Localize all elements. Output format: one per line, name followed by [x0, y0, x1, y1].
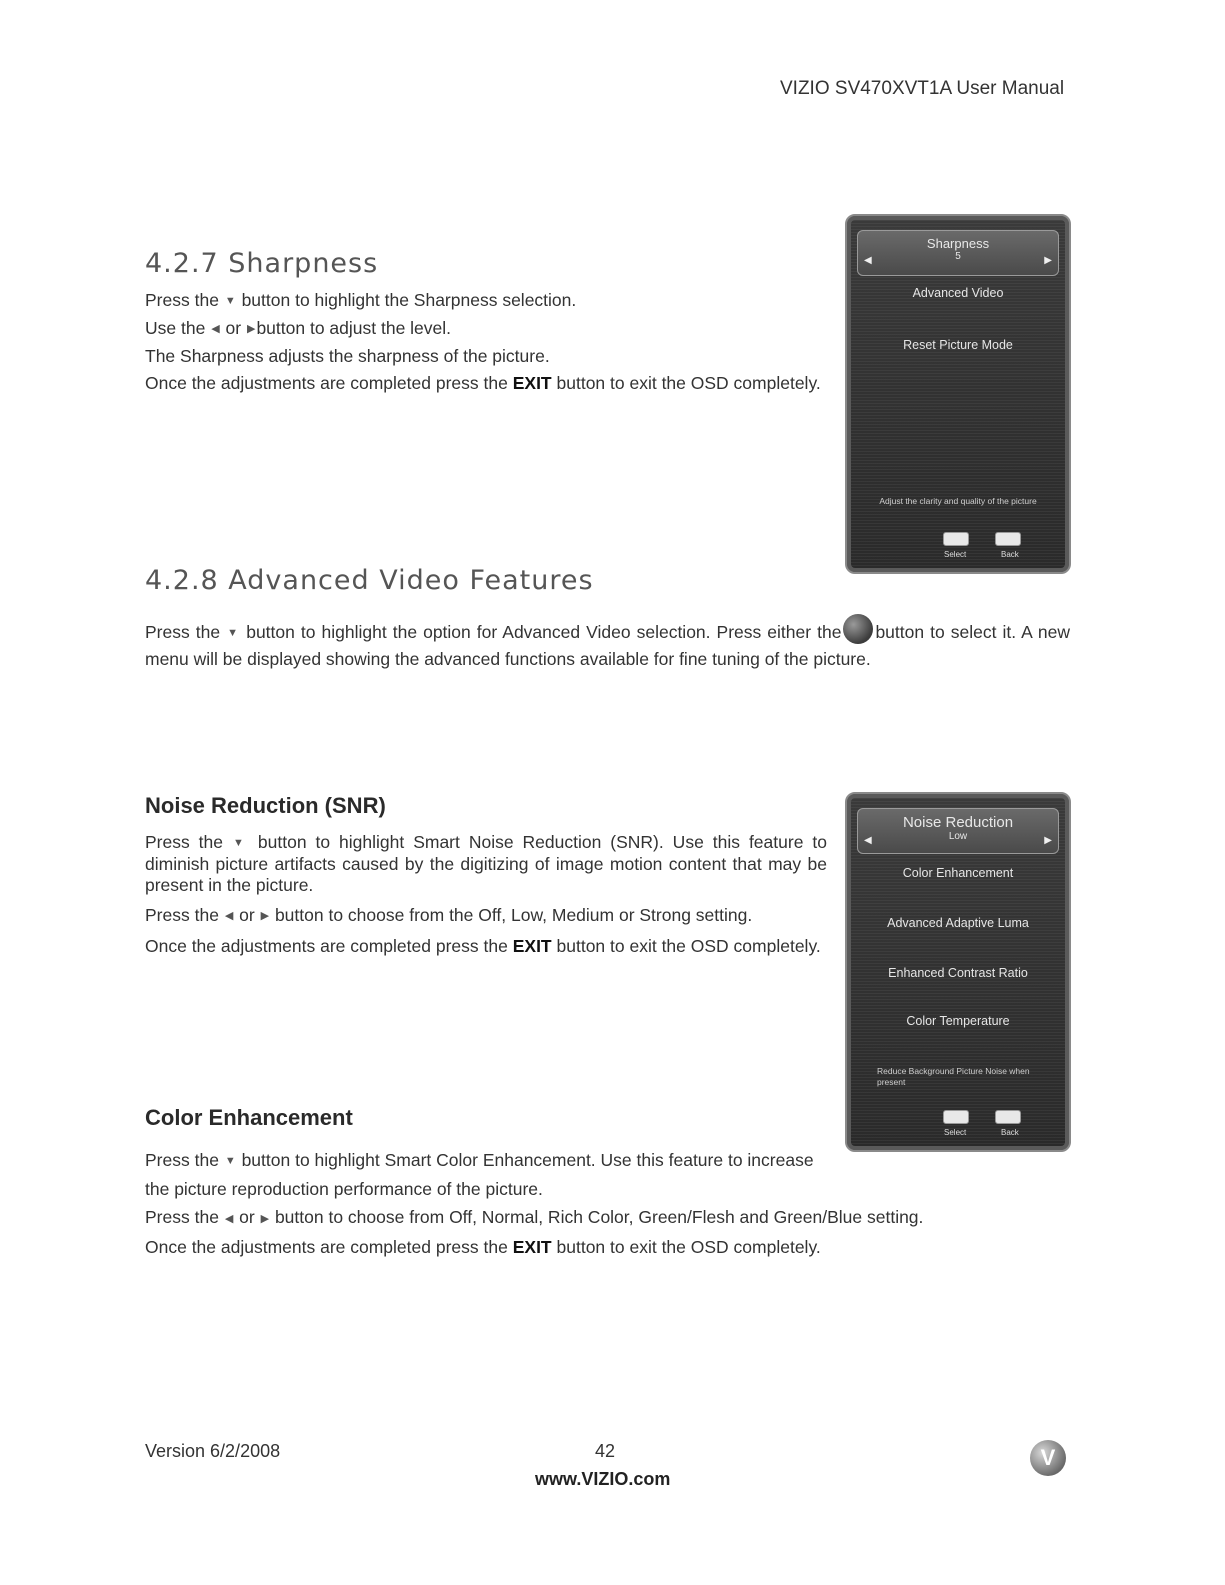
color-heading: Color Enhancement	[145, 1105, 353, 1130]
sharpness-line2-b: button to adjust the level.	[256, 317, 452, 338]
exit-label: EXIT	[512, 372, 552, 393]
sharpness-line3: The Sharpness adjusts the sharpness of the picture.	[145, 345, 550, 366]
color-p1-b: button to highlight Smart Color Enhancement. Use this feature to increase the picture reproduction performance of the picture.	[145, 1150, 814, 1200]
select-buttons-icon	[943, 1110, 969, 1124]
exit-label: EXIT	[512, 1236, 552, 1257]
down-arrow-icon: ▼	[227, 627, 240, 640]
sharpness-line4-a: Once the adjustments are completed press the	[145, 372, 508, 393]
back-button-icon	[995, 1110, 1021, 1124]
color-p1-a: Press the	[145, 1150, 219, 1170]
back-button-icon	[995, 532, 1021, 546]
advanced-heading: 4.2.8 Advanced Video Features	[145, 565, 594, 596]
sharpness-body	[145, 290, 830, 400]
osd-item-advanced-adaptive-luma: Advanced Adaptive Luma	[887, 916, 1029, 930]
osd-sharpness-title: Sharpness	[926, 236, 990, 251]
select-buttons-icon	[943, 532, 969, 546]
right-arrow-icon: ▶	[1044, 835, 1052, 846]
sharpness-line2-or: or	[225, 317, 242, 338]
left-arrow-icon: ◀	[864, 835, 872, 846]
osd-sharpness-selected	[857, 230, 1059, 276]
sharpness-heading: 4.2.7 Sharpness	[145, 248, 379, 279]
noise-p3-b: button to exit the OSD completely.	[556, 935, 821, 956]
osd-noise-selected	[857, 808, 1059, 854]
sharpness-line1-b: button to highlight the Sharpness selection.	[241, 290, 577, 310]
color-p2-b: button to choose from Off, Normal, Rich Color, Green/Flesh and Green/Blue setting.	[274, 1207, 924, 1228]
noise-p3-a: Once the adjustments are completed press the	[145, 935, 508, 956]
osd-item-enhanced-contrast-ratio: Enhanced Contrast Ratio	[888, 966, 1028, 980]
color-p3-a: Once the adjustments are completed press the	[145, 1236, 508, 1257]
exit-label: EXIT	[512, 935, 552, 956]
osd-noise-hint: Reduce Background Picture Noise when present	[877, 1066, 1030, 1087]
osd-sharpness-hint: Adjust the clarity and quality of the picture	[879, 496, 1037, 506]
osd-noise-title: Noise Reduction	[902, 814, 1014, 831]
osd-back-label: Back	[1001, 550, 1019, 559]
left-arrow-icon: ◀	[211, 322, 220, 335]
page-number: 42	[595, 1441, 616, 1461]
left-arrow-icon: ◀	[224, 1212, 234, 1225]
color-p3-b: button to exit the OSD completely.	[556, 1236, 821, 1257]
osd-item-advanced-video: Advanced Video	[912, 286, 1004, 300]
color-body	[145, 1146, 1065, 1261]
right-arrow-icon: ▶	[260, 1212, 270, 1225]
noise-p2-b: button to choose from the Off, Low, Medium or Strong setting.	[274, 904, 753, 925]
advanced-body	[145, 614, 1070, 672]
down-arrow-icon: ▼	[224, 1155, 236, 1168]
right-arrow-icon: ▶	[246, 322, 256, 335]
left-arrow-icon: ◀	[864, 255, 872, 266]
advanced-text-c: button to select it. A new menu will be displayed showing the advanced functions available for fine tuning of the picture.	[145, 622, 1070, 670]
osd-sharpness-menu	[845, 214, 1071, 574]
osd-back-label: Back	[1001, 1128, 1019, 1137]
osd-select-label: Select	[944, 550, 967, 559]
osd-noise-menu	[845, 792, 1071, 1152]
version-label: Version 6/2/2008	[145, 1441, 281, 1461]
website-link[interactable]: www.VIZIO.com	[535, 1469, 671, 1489]
noise-heading: Noise Reduction (SNR)	[145, 793, 386, 818]
down-arrow-icon: ▼	[224, 294, 236, 307]
advanced-text-a: Press the	[145, 622, 221, 642]
enter-button-icon	[843, 614, 873, 644]
down-arrow-icon: ▼	[232, 836, 248, 849]
noise-p2-or: or	[239, 904, 255, 925]
left-arrow-icon: ◀	[224, 909, 234, 922]
osd-item-color-enhancement: Color Enhancement	[902, 866, 1014, 880]
osd-noise-value: Low	[948, 831, 968, 842]
right-arrow-icon: ▶	[260, 909, 270, 922]
osd-select-label: Select	[944, 1128, 967, 1137]
noise-body	[145, 832, 827, 966]
color-p2-a: Press the	[145, 1207, 219, 1228]
manual-title: VIZIO SV470XVT1A User Manual	[780, 78, 1065, 99]
osd-sharpness-value: 5	[955, 251, 961, 262]
right-arrow-icon: ▶	[1044, 255, 1052, 266]
color-p2-or: or	[239, 1207, 255, 1228]
osd-item-color-temperature: Color Temperature	[906, 1014, 1010, 1028]
vizio-logo: V	[1030, 1440, 1066, 1476]
noise-p1-b: button to highlight Smart Noise Reduction (SNR). Use this feature to diminish picture artifacts caused by the digitizing of image motion content that may be present in the picture.	[145, 832, 827, 895]
osd-item-reset-picture-mode: Reset Picture Mode	[903, 338, 1013, 352]
noise-p2-a: Press the	[145, 904, 219, 925]
sharpness-line1-a: Press the	[145, 290, 219, 310]
sharpness-line2-a: Use the	[145, 317, 206, 338]
noise-p1-a: Press the	[145, 832, 224, 852]
sharpness-line4-b: button to exit the OSD completely.	[556, 372, 821, 393]
advanced-text-b: button to highlight the option for Advanced Video selection. Press either the	[246, 622, 842, 642]
